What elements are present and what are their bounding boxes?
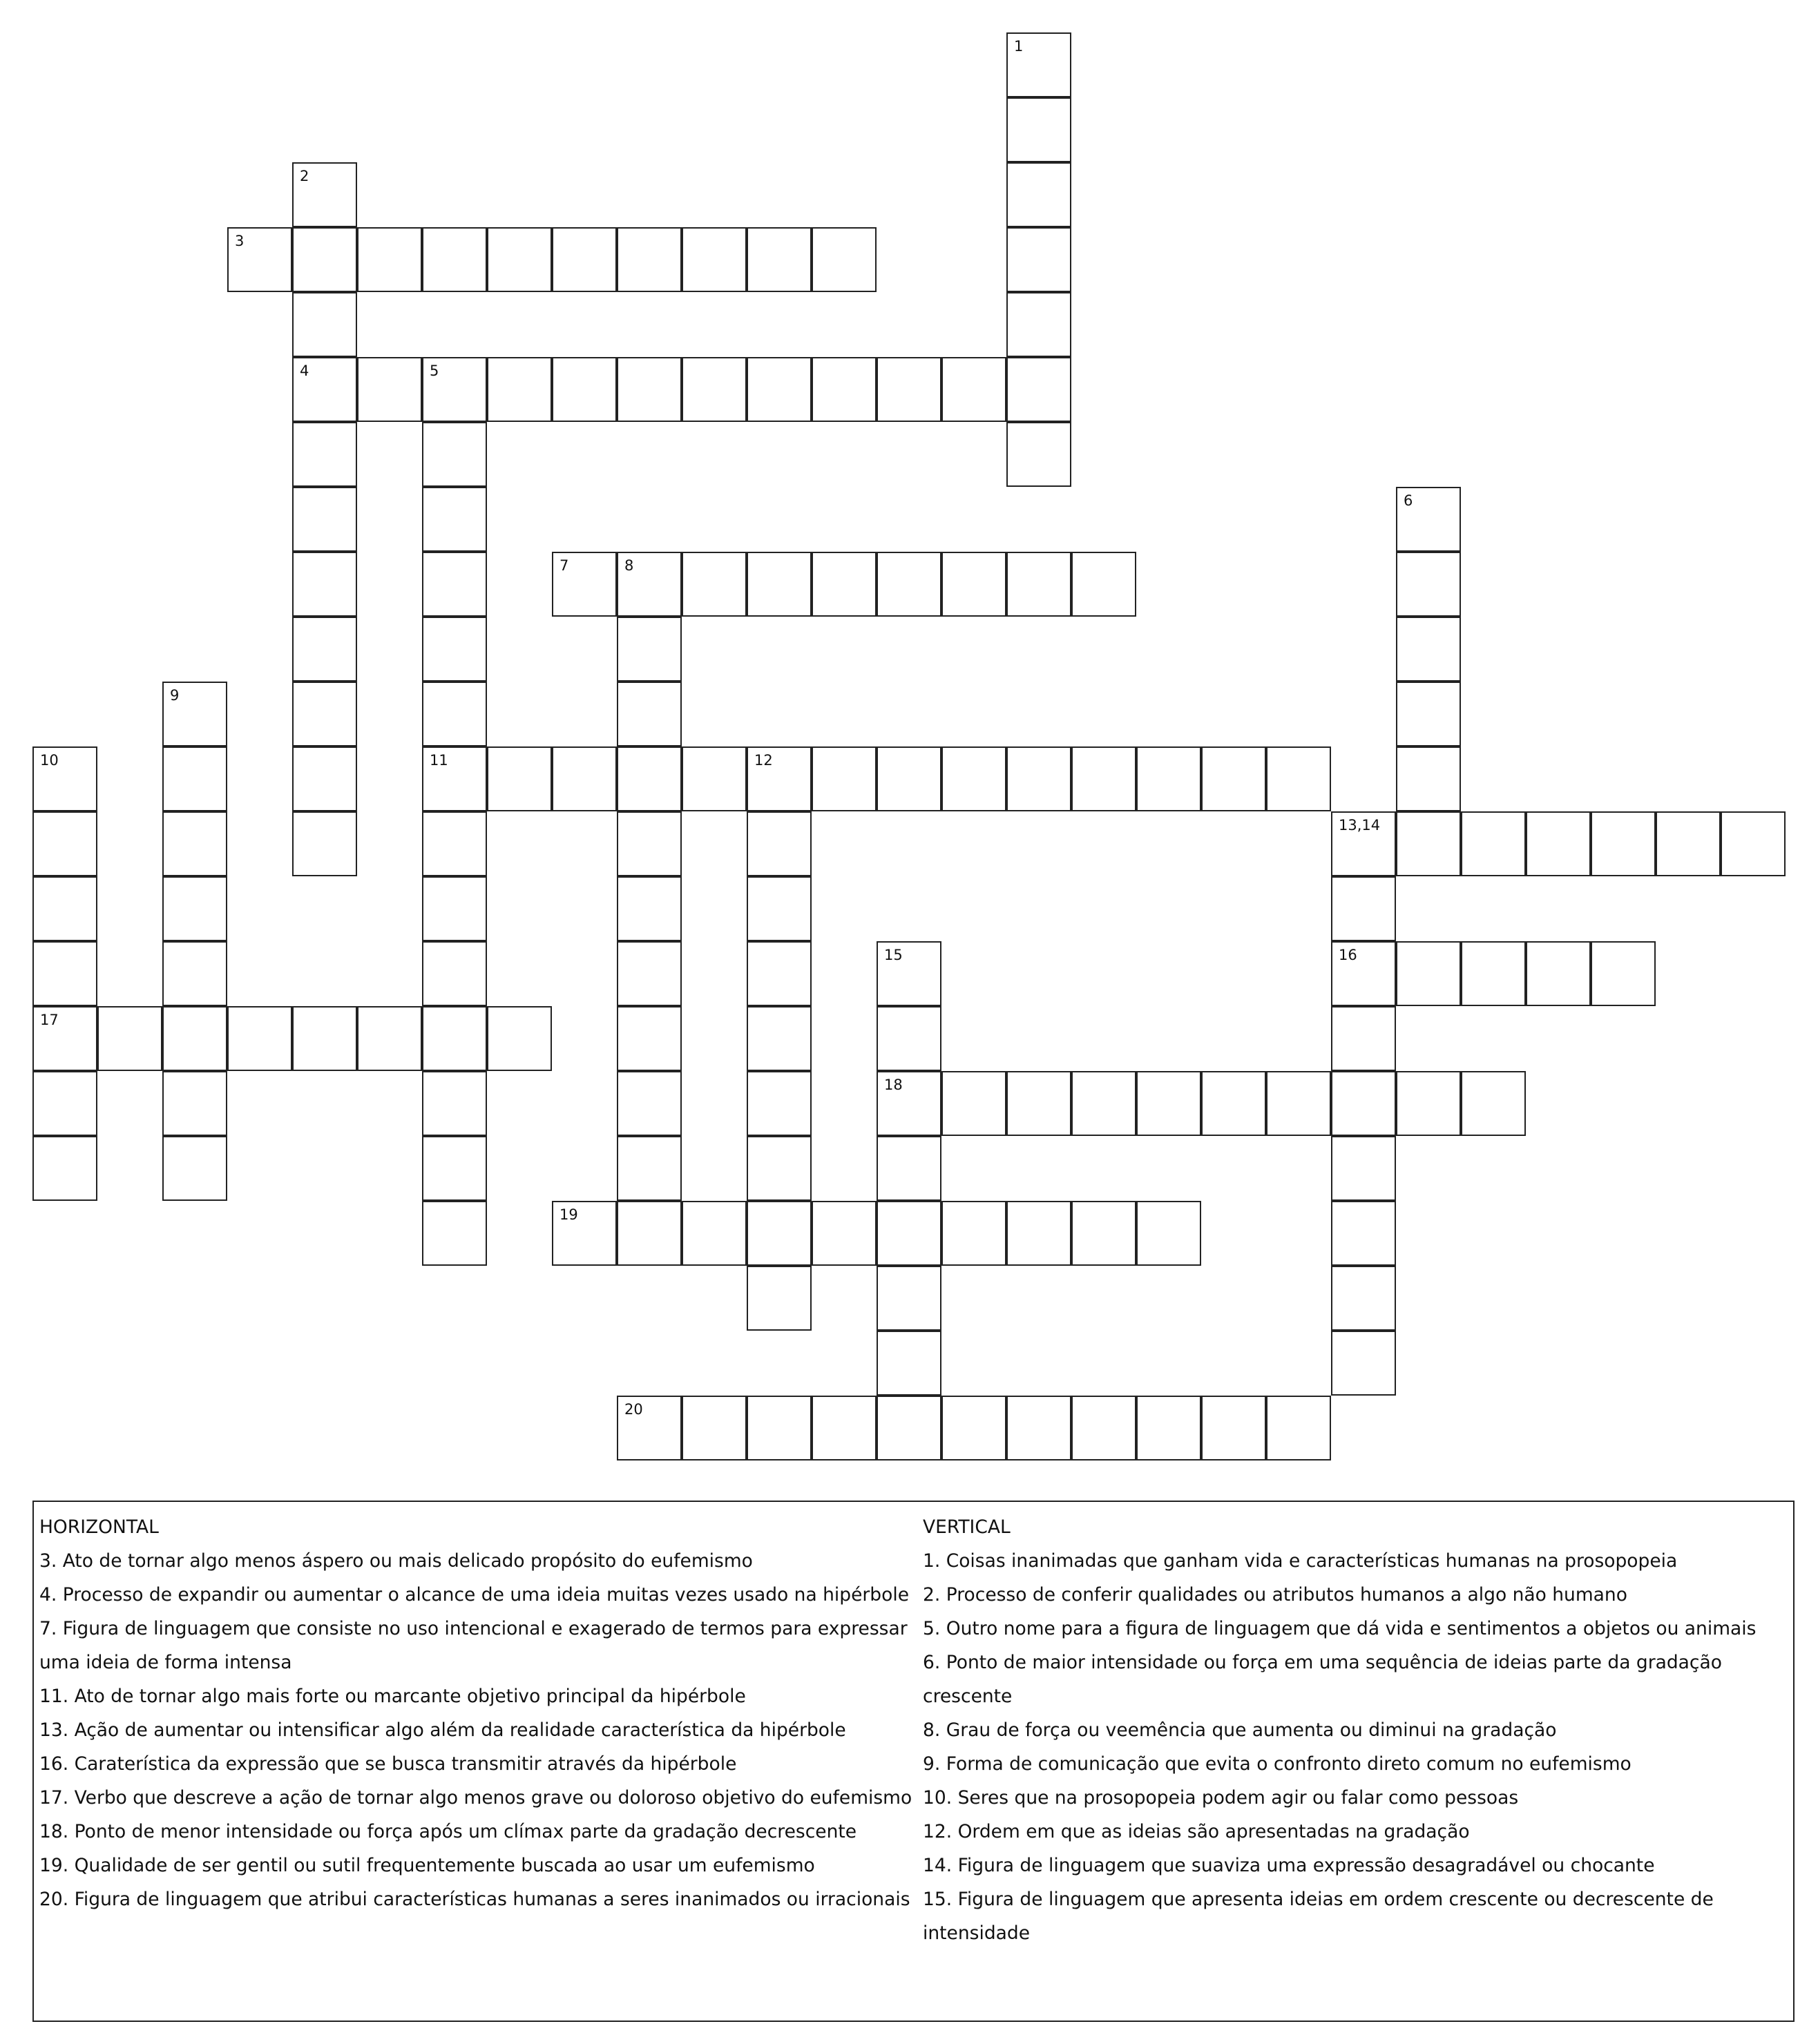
grid-cell[interactable] <box>617 746 682 811</box>
grid-cell[interactable] <box>1396 811 1461 876</box>
grid-cell[interactable] <box>1396 552 1461 617</box>
grid-cell[interactable] <box>747 811 812 876</box>
grid-cell[interactable] <box>292 811 357 876</box>
grid-cell[interactable] <box>1006 97 1071 162</box>
grid-cell[interactable] <box>1006 422 1071 487</box>
grid-cell[interactable] <box>1396 1071 1461 1136</box>
grid-cell[interactable] <box>487 357 552 422</box>
vertical-clues <box>923 1510 1786 1950</box>
grid-cell[interactable] <box>422 1136 487 1201</box>
grid-cell[interactable] <box>422 1201 487 1266</box>
clue-number: 8 <box>624 557 634 574</box>
grid-cell[interactable] <box>422 746 487 811</box>
grid-cell[interactable] <box>1201 1396 1266 1460</box>
grid-cell[interactable] <box>357 357 422 422</box>
grid-cell[interactable] <box>1266 1071 1331 1136</box>
grid-cell[interactable] <box>617 227 682 292</box>
grid-cell[interactable] <box>941 552 1006 617</box>
grid-cell[interactable] <box>682 1396 747 1460</box>
clue-number: 12 <box>754 752 773 769</box>
grid-cell[interactable] <box>1331 1201 1396 1266</box>
grid-cell[interactable] <box>747 1396 812 1460</box>
grid-cell[interactable] <box>812 1396 877 1460</box>
grid-cell[interactable] <box>1721 811 1786 876</box>
grid-cell[interactable] <box>97 1006 162 1071</box>
grid-cell[interactable] <box>422 227 487 292</box>
grid-cell[interactable] <box>292 682 357 746</box>
clue-v-9: 9. Forma de comunicação que evita o confronto direto comum no eufemismo <box>923 1753 1632 1775</box>
clue-h-4: 4. Processo de expandir ou aumentar o alcance de uma ideia muitas vezes usado na hipérbole <box>39 1584 909 1606</box>
grid-cell[interactable] <box>682 357 747 422</box>
grid-cell[interactable] <box>877 746 941 811</box>
grid-cell[interactable] <box>941 1071 1006 1136</box>
grid-cell[interactable] <box>1006 1396 1071 1460</box>
grid-cell[interactable] <box>1006 1201 1071 1266</box>
grid-cell[interactable] <box>422 1006 487 1071</box>
grid-cell[interactable] <box>747 357 812 422</box>
clue-h-18: 18. Ponto de menor intensidade ou força após um clímax parte da gradação decrescente <box>39 1821 857 1842</box>
grid-cell[interactable] <box>877 1331 941 1396</box>
clue-number: 4 <box>300 363 309 379</box>
grid-cell[interactable] <box>617 682 682 746</box>
grid-cell[interactable] <box>617 1071 682 1136</box>
clue-h-19: 19. Qualidade de ser gentil ou sutil frequentemente buscada ao usar um eufemismo <box>39 1855 815 1876</box>
grid-cell[interactable] <box>617 617 682 682</box>
grid-cell[interactable] <box>877 1266 941 1331</box>
grid-cell[interactable] <box>877 1396 941 1460</box>
grid-cell[interactable] <box>422 682 487 746</box>
clue-h-11: 11. Ato de tornar algo mais forte ou marcante objetivo principal da hipérbole <box>39 1686 746 1707</box>
grid-cell[interactable] <box>1591 941 1656 1006</box>
grid-cell[interactable] <box>1331 941 1396 1006</box>
grid-cell[interactable] <box>747 1006 812 1071</box>
grid-cell[interactable] <box>162 682 227 746</box>
grid-cell[interactable] <box>812 357 877 422</box>
grid-cell[interactable] <box>1201 746 1266 811</box>
grid-cell[interactable] <box>747 1071 812 1136</box>
grid-cell[interactable] <box>1006 357 1071 422</box>
grid-cell[interactable] <box>941 746 1006 811</box>
clue-v-14: 14. Figura de linguagem que suaviza uma expressão desagradável ou chocante <box>923 1855 1655 1876</box>
grid-cell[interactable] <box>162 876 227 941</box>
clue-number: 7 <box>559 557 569 574</box>
clue-v-15: 15. Figura de linguagem que apresenta ideias em ordem crescente ou decrescente de intensidade <box>923 1889 1714 1944</box>
grid-cell[interactable] <box>1331 811 1396 876</box>
grid-cell[interactable] <box>32 746 97 811</box>
grid-cell[interactable] <box>877 357 941 422</box>
grid-cell[interactable] <box>617 1201 682 1266</box>
grid-cell[interactable] <box>747 876 812 941</box>
clue-number: 5 <box>430 363 439 379</box>
grid-cell[interactable] <box>292 162 357 227</box>
grid-cell[interactable] <box>877 1006 941 1071</box>
grid-cell[interactable] <box>292 746 357 811</box>
grid-cell[interactable] <box>32 1136 97 1201</box>
grid-cell[interactable] <box>422 357 487 422</box>
grid-cell[interactable] <box>552 357 617 422</box>
clue-number: 11 <box>430 752 448 769</box>
grid-cell[interactable] <box>1071 1201 1136 1266</box>
grid-cell[interactable] <box>682 227 747 292</box>
grid-cell[interactable] <box>1396 487 1461 552</box>
grid-cell[interactable] <box>162 746 227 811</box>
grid-cell[interactable] <box>1591 811 1656 876</box>
grid-cell[interactable] <box>1331 1266 1396 1331</box>
grid-cell[interactable] <box>32 1006 97 1071</box>
grid-cell[interactable] <box>877 1071 941 1136</box>
grid-cell[interactable] <box>877 1201 941 1266</box>
grid-cell[interactable] <box>747 227 812 292</box>
grid-cell[interactable] <box>552 552 617 617</box>
grid-cell[interactable] <box>487 746 552 811</box>
grid-cell[interactable] <box>162 1136 227 1201</box>
horizontal-clues <box>39 1510 914 1916</box>
clue-v-5: 5. Outro nome para a figura de linguagem que dá vida e sentimentos a objetos ou animais <box>923 1618 1757 1639</box>
clue-v-8: 8. Grau de força ou veemência que aumenta ou diminui na gradação <box>923 1719 1557 1741</box>
clue-number: 18 <box>884 1077 903 1093</box>
grid-cell[interactable] <box>422 876 487 941</box>
grid-cell[interactable] <box>1071 1071 1136 1136</box>
clue-h-16: 16. Caraterística da expressão que se busca transmitir através da hipérbole <box>39 1753 737 1775</box>
horizontal-title: HORIZONTAL <box>39 1516 159 1538</box>
grid-cell[interactable] <box>877 941 941 1006</box>
grid-cell[interactable] <box>617 552 682 617</box>
clue-h-13: 13. Ação de aumentar ou intensificar algo além da realidade característica da hipérbole <box>39 1719 846 1741</box>
grid-cell[interactable] <box>292 357 357 422</box>
grid-cell[interactable] <box>1006 292 1071 357</box>
grid-cell[interactable] <box>812 1201 877 1266</box>
grid-cell[interactable] <box>1071 1396 1136 1460</box>
grid-cell[interactable] <box>162 811 227 876</box>
grid-cell[interactable] <box>617 357 682 422</box>
grid-cell[interactable] <box>292 487 357 552</box>
grid-cell[interactable] <box>292 617 357 682</box>
grid-cell[interactable] <box>1136 1201 1201 1266</box>
grid-cell[interactable] <box>1396 617 1461 682</box>
grid-cell[interactable] <box>552 746 617 811</box>
grid-cell[interactable] <box>32 876 97 941</box>
grid-cell[interactable] <box>1266 746 1331 811</box>
clue-number: 2 <box>300 168 309 184</box>
clue-h-20: 20. Figura de linguagem que atribui características humanas a seres inanimados ou irracionais <box>39 1889 910 1910</box>
grid-cell[interactable] <box>292 292 357 357</box>
clue-number: 6 <box>1404 492 1413 509</box>
grid-cell[interactable] <box>487 1006 552 1071</box>
grid-cell[interactable] <box>422 487 487 552</box>
grid-cell[interactable] <box>162 1006 227 1071</box>
clue-number: 10 <box>40 752 59 769</box>
grid-cell[interactable] <box>422 552 487 617</box>
grid-cell[interactable] <box>1461 811 1526 876</box>
grid-cell[interactable] <box>682 552 747 617</box>
grid-cell[interactable] <box>1461 1071 1526 1136</box>
grid-cell[interactable] <box>1006 1071 1071 1136</box>
grid-cell[interactable] <box>747 1266 812 1331</box>
vertical-title: VERTICAL <box>923 1516 1011 1538</box>
grid-cell[interactable] <box>227 1006 292 1071</box>
grid-cell[interactable] <box>1526 941 1591 1006</box>
grid-cell[interactable] <box>617 1136 682 1201</box>
clue-v-12: 12. Ordem em que as ideias são apresentadas na gradação <box>923 1821 1470 1842</box>
clue-number: 15 <box>884 947 903 963</box>
grid-cell[interactable] <box>1656 811 1721 876</box>
grid-cell[interactable] <box>1006 227 1071 292</box>
clue-number: 19 <box>559 1206 578 1223</box>
grid-cell[interactable] <box>422 941 487 1006</box>
grid-cell[interactable] <box>162 941 227 1006</box>
grid-cell[interactable] <box>877 1136 941 1201</box>
clue-number: 3 <box>235 233 245 249</box>
clue-v-1: 1. Coisas inanimadas que ganham vida e características humanas na prosopopeia <box>923 1550 1678 1572</box>
grid-cell[interactable] <box>422 1071 487 1136</box>
grid-cell[interactable] <box>1071 746 1136 811</box>
grid-cell[interactable] <box>941 1396 1006 1460</box>
grid-cell[interactable] <box>1071 552 1136 617</box>
grid-cell[interactable] <box>812 227 877 292</box>
grid-cell[interactable] <box>1526 811 1591 876</box>
grid-cell[interactable] <box>1396 682 1461 746</box>
grid-cell[interactable] <box>422 617 487 682</box>
grid-cell[interactable] <box>941 1201 1006 1266</box>
grid-cell[interactable] <box>1006 162 1071 227</box>
grid-cell[interactable] <box>1006 32 1071 97</box>
grid-cell[interactable] <box>422 811 487 876</box>
grid-cell[interactable] <box>1266 1396 1331 1460</box>
grid-cell[interactable] <box>1136 1396 1201 1460</box>
clues-box <box>32 1501 1795 2022</box>
grid-cell[interactable] <box>1201 1071 1266 1136</box>
grid-cell[interactable] <box>682 746 747 811</box>
grid-cell[interactable] <box>1331 1136 1396 1201</box>
grid-cell[interactable] <box>747 1201 812 1266</box>
grid-cell[interactable] <box>32 811 97 876</box>
clue-h-3: 3. Ato de tornar algo menos áspero ou mais delicado propósito do eufemismo <box>39 1550 753 1572</box>
grid-cell[interactable] <box>357 227 422 292</box>
clue-number: 17 <box>40 1012 59 1028</box>
grid-cell[interactable] <box>682 1201 747 1266</box>
grid-cell[interactable] <box>292 1006 357 1071</box>
grid-cell[interactable] <box>617 941 682 1006</box>
grid-cell[interactable] <box>747 552 812 617</box>
grid-cell[interactable] <box>617 1396 682 1460</box>
grid-cell[interactable] <box>1136 1071 1201 1136</box>
grid-cell[interactable] <box>1331 1006 1396 1071</box>
clue-v-2: 2. Processo de conferir qualidades ou atributos humanos a algo não humano <box>923 1584 1627 1606</box>
clue-h-17: 17. Verbo que descreve a ação de tornar algo menos grave ou doloroso objetivo do eufemismo <box>39 1787 912 1809</box>
grid-cell[interactable] <box>292 552 357 617</box>
grid-cell[interactable] <box>747 746 812 811</box>
grid-cell[interactable] <box>162 1071 227 1136</box>
grid-cell[interactable] <box>1006 746 1071 811</box>
grid-cell[interactable] <box>552 227 617 292</box>
grid-cell[interactable] <box>1136 746 1201 811</box>
grid-cell[interactable] <box>1461 941 1526 1006</box>
grid-cell[interactable] <box>292 227 357 292</box>
grid-cell[interactable] <box>292 422 357 487</box>
grid-cell[interactable] <box>1331 1071 1396 1136</box>
grid-cell[interactable] <box>747 941 812 1006</box>
grid-cell[interactable] <box>357 1006 422 1071</box>
grid-cell[interactable] <box>487 227 552 292</box>
grid-cell[interactable] <box>812 552 877 617</box>
grid-cell[interactable] <box>1331 876 1396 941</box>
grid-cell[interactable] <box>1006 552 1071 617</box>
grid-cell[interactable] <box>617 1006 682 1071</box>
grid-cell[interactable] <box>552 1201 617 1266</box>
grid-cell[interactable] <box>227 227 292 292</box>
clue-number: 9 <box>170 687 180 704</box>
grid-cell[interactable] <box>877 552 941 617</box>
clue-v-6: 6. Ponto de maior intensidade ou força em uma sequência de ideias parte da gradação crescente <box>923 1652 1722 1707</box>
grid-cell[interactable] <box>617 811 682 876</box>
grid-cell[interactable] <box>747 1136 812 1201</box>
clue-number: 20 <box>624 1401 643 1418</box>
grid-cell[interactable] <box>812 746 877 811</box>
grid-cell[interactable] <box>32 941 97 1006</box>
clue-number: 1 <box>1014 38 1024 55</box>
grid-cell[interactable] <box>1396 941 1461 1006</box>
grid-cell[interactable] <box>32 1071 97 1136</box>
grid-cell[interactable] <box>1396 746 1461 811</box>
clue-number: 13,14 <box>1339 817 1381 833</box>
clue-h-7: 7. Figura de linguagem que consiste no uso intencional e exagerado de termos para expressar uma ideia de forma intensa <box>39 1618 908 1673</box>
clue-v-10: 10. Seres que na prosopopeia podem agir ou falar como pessoas <box>923 1787 1519 1809</box>
grid-cell[interactable] <box>422 422 487 487</box>
clue-number: 16 <box>1339 947 1357 963</box>
grid-cell[interactable] <box>1331 1331 1396 1396</box>
grid-cell[interactable] <box>941 357 1006 422</box>
grid-cell[interactable] <box>617 876 682 941</box>
